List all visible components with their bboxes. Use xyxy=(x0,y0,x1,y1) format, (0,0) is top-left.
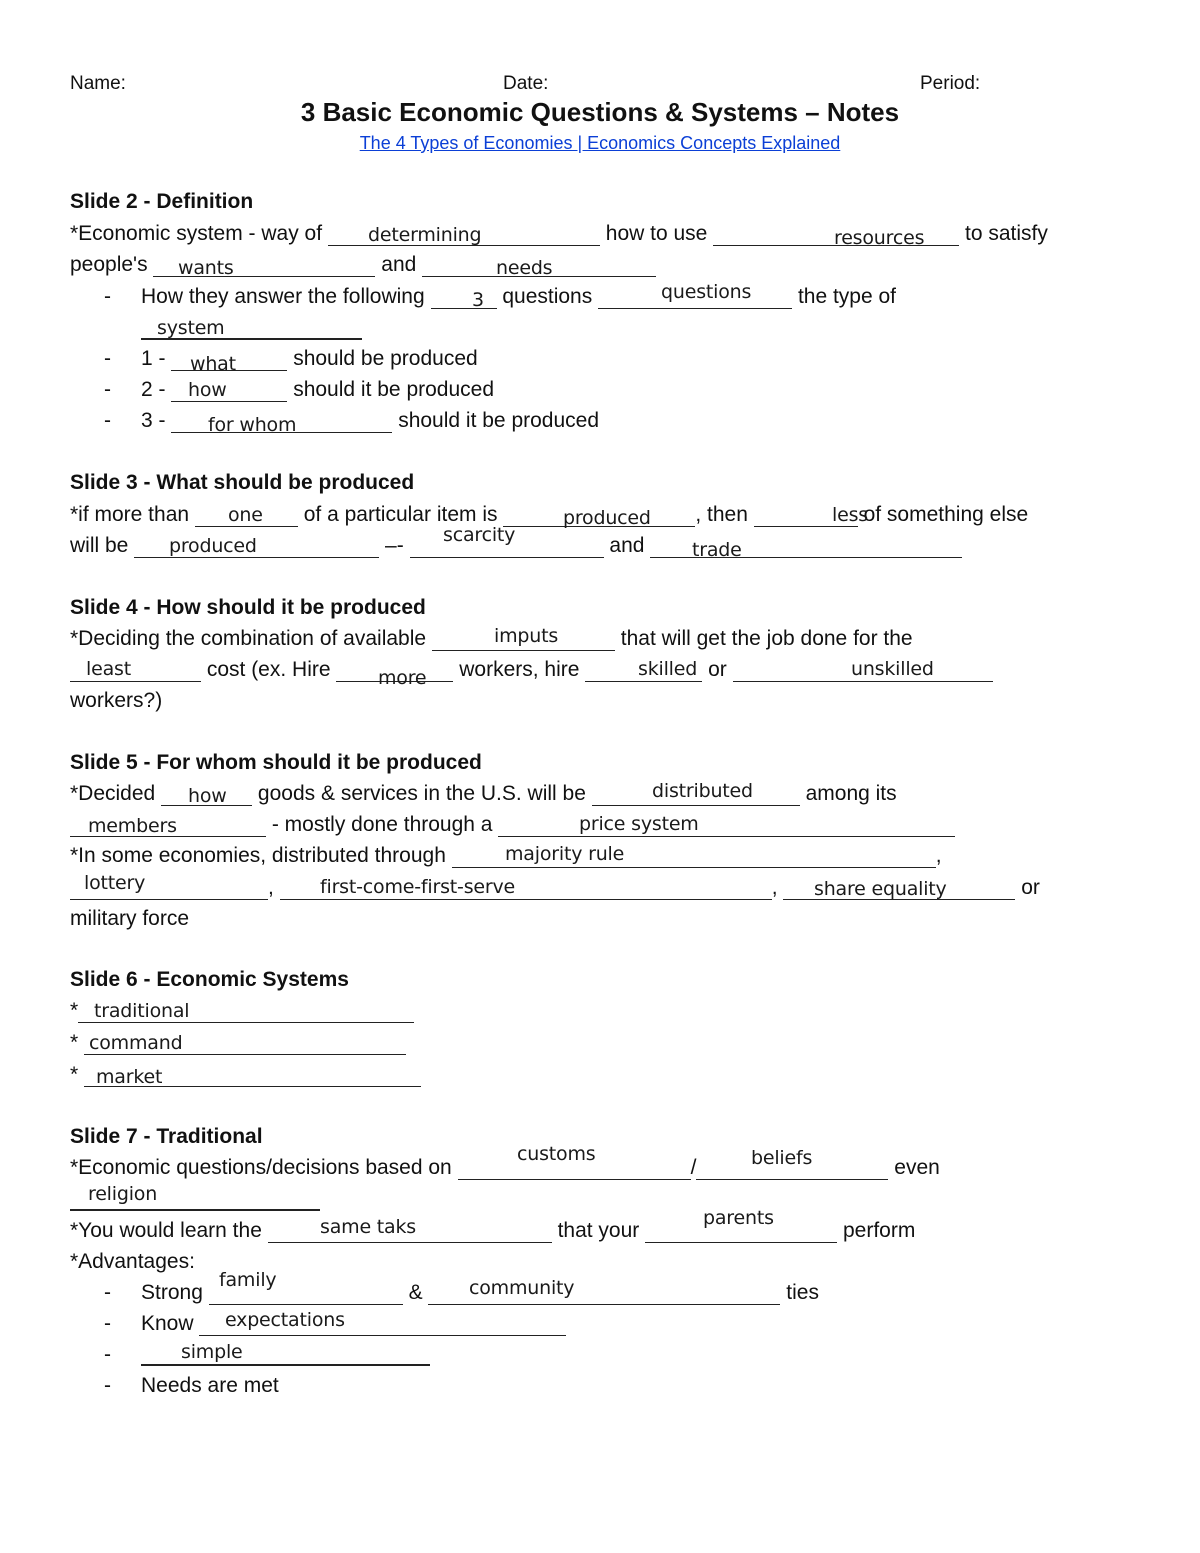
s3-text: of something else xyxy=(863,503,1029,526)
s7-line4: *Advantages: xyxy=(70,1250,195,1273)
s7-bullet2 xyxy=(141,1312,566,1336)
s7-text: Strong xyxy=(141,1281,203,1304)
s7-text: *You would learn the xyxy=(70,1219,262,1242)
answer-expectations: expectations xyxy=(225,1309,345,1331)
s3-text: , then xyxy=(695,503,748,526)
slide4-heading: Slide 4 - How should it be produced xyxy=(70,596,426,619)
s2-text: should be produced xyxy=(293,347,478,370)
s2-text: to satisfy xyxy=(965,222,1048,245)
s7-text: & xyxy=(408,1281,423,1304)
s4-text: workers, hire xyxy=(459,658,580,681)
s6-star: * xyxy=(70,1063,79,1086)
s2-text: questions xyxy=(502,285,593,308)
slide5-heading: Slide 5 - For whom should it be produced xyxy=(70,751,482,774)
s7-text: *Economic questions/decisions based on xyxy=(70,1156,452,1179)
answer-least: least xyxy=(86,658,131,680)
s7-text: Know xyxy=(141,1312,194,1335)
s4-text: *Deciding the combination of available xyxy=(70,627,427,650)
bullet-dash: - xyxy=(104,1343,111,1366)
s6-star: * xyxy=(70,999,79,1022)
s7-bullet4: Needs are met xyxy=(141,1374,279,1397)
answer-beliefs: beliefs xyxy=(751,1147,813,1169)
s5-line5: military force xyxy=(70,907,190,930)
answer-traditional: traditional xyxy=(94,1000,190,1022)
answer-blank[interactable] xyxy=(141,1364,430,1366)
s4-line3: workers?) xyxy=(70,689,163,712)
s2-text: should it be produced xyxy=(293,378,495,401)
bullet-dash: - xyxy=(104,347,111,370)
slide7-heading: Slide 7 - Traditional xyxy=(70,1125,263,1148)
bullet-dash: - xyxy=(104,1312,111,1335)
s7-text: that your xyxy=(557,1219,640,1242)
s7-text: even xyxy=(894,1156,940,1179)
answer-how: how xyxy=(188,785,227,807)
answer-majority-rule: majority rule xyxy=(505,843,625,865)
s5-text: goods & services in the U.S. will be xyxy=(257,782,586,805)
s3-text: will be xyxy=(70,534,129,557)
video-link-wrap xyxy=(0,132,1200,154)
s4-line1 xyxy=(70,627,913,651)
answer-for-whom: for whom xyxy=(208,414,297,436)
s2-text: 2 - xyxy=(141,378,166,401)
answer-more: more xyxy=(378,667,427,689)
answer-skilled: skilled xyxy=(638,658,698,680)
answer-members: members xyxy=(88,815,177,837)
answer-same-taks: same taks xyxy=(320,1216,416,1238)
answer-command: command xyxy=(89,1032,183,1054)
s2-text: should it be produced xyxy=(398,409,600,432)
s6-star: * xyxy=(70,1031,79,1054)
s3-text: *if more than xyxy=(70,503,190,526)
answer-one: one xyxy=(228,504,263,526)
s3-text: –- xyxy=(385,534,404,557)
s5-text: , xyxy=(268,876,274,899)
bullet-dash: - xyxy=(104,378,111,401)
s4-text: or xyxy=(708,658,727,681)
s3-line1 xyxy=(70,503,1028,527)
s2-line2 xyxy=(70,253,656,277)
s2-text: 3 - xyxy=(141,409,166,432)
s7-text: ties xyxy=(786,1281,819,1304)
s2-text: 1 - xyxy=(141,347,166,370)
slide6-heading: Slide 6 - Economic Systems xyxy=(70,968,349,991)
bullet-dash: - xyxy=(104,285,111,308)
s5-line2 xyxy=(70,813,955,837)
period-label: Period: xyxy=(920,73,981,94)
bullet-dash: - xyxy=(104,1374,111,1397)
answer-trade: trade xyxy=(692,539,742,561)
answer-religion: religion xyxy=(88,1183,158,1205)
s5-text: , xyxy=(771,876,778,899)
answer-community: community xyxy=(469,1277,575,1299)
answer-distributed: distributed xyxy=(652,780,753,802)
bullet-dash: - xyxy=(104,409,111,432)
answer-needs: needs xyxy=(496,257,553,279)
s4-text: cost (ex. Hire xyxy=(206,658,331,681)
s2-text: and xyxy=(381,253,417,276)
date-label: Date: xyxy=(503,73,549,94)
answer-resources: resources xyxy=(834,227,925,249)
s2-text: the type of xyxy=(797,285,897,308)
s2-bullet1 xyxy=(141,285,896,309)
answer-first-come-first-serve: first-come-first-serve xyxy=(320,876,516,898)
s5-text: or xyxy=(1021,876,1040,899)
s5-text: *In some economies, distributed through xyxy=(70,844,446,867)
s5-text: , xyxy=(935,844,942,867)
answer-simple: simple xyxy=(181,1341,243,1363)
s4-text: that will get the job done for the xyxy=(620,627,913,650)
answer-scarcity: scarcity xyxy=(443,524,516,546)
answer-customs: customs xyxy=(517,1143,596,1165)
answer-blank[interactable] xyxy=(498,813,955,837)
s3-text: and xyxy=(609,534,645,557)
s2-text: people's xyxy=(70,253,148,276)
name-label: Name: xyxy=(70,73,126,94)
slide3-heading: Slide 3 - What should be produced xyxy=(70,471,415,494)
answer-wants: wants xyxy=(178,257,234,279)
answer-unskilled: unskilled xyxy=(851,658,934,680)
s5-text: *Decided xyxy=(70,782,156,805)
s2-text: how to use xyxy=(605,222,708,245)
s5-text: - mostly done through a xyxy=(271,813,493,836)
answer-blank[interactable] xyxy=(431,285,497,309)
s7-line3 xyxy=(70,1219,915,1243)
answer-less: less xyxy=(832,504,868,526)
answer-parents: parents xyxy=(703,1207,774,1229)
slide2-heading: Slide 2 - Definition xyxy=(70,190,254,213)
answer-produced: produced xyxy=(563,507,651,529)
answer-three: 3 xyxy=(472,289,484,311)
s3-text: of a particular item is xyxy=(303,503,498,526)
answer-system: system xyxy=(157,317,225,339)
answer-imputs: imputs xyxy=(494,625,559,647)
answer-determining: determining xyxy=(368,224,482,246)
answer-produced: produced xyxy=(169,535,257,557)
answer-how: how xyxy=(188,379,227,401)
s5-text: among its xyxy=(805,782,897,805)
s2-text: *Economic system - way of xyxy=(70,222,323,245)
bullet-dash: - xyxy=(104,1281,111,1304)
s7-text: perform xyxy=(842,1219,916,1242)
video-link[interactable]: The 4 Types of Economies | Economics Concepts Explained xyxy=(359,133,841,153)
answer-questions: questions xyxy=(661,281,752,303)
answer-lottery: lottery xyxy=(84,872,146,894)
answer-market: market xyxy=(96,1066,163,1088)
s2-text: How they answer the following xyxy=(141,285,425,308)
answer-blank[interactable] xyxy=(70,1209,320,1211)
answer-share-equality: share equality xyxy=(814,878,947,900)
answer-what: what xyxy=(190,353,236,375)
s7-text: / xyxy=(690,1156,697,1179)
page-title: 3 Basic Economic Questions & Systems – Notes xyxy=(300,97,900,127)
answer-family: family xyxy=(219,1269,277,1291)
answer-price-system: price system xyxy=(579,813,699,835)
